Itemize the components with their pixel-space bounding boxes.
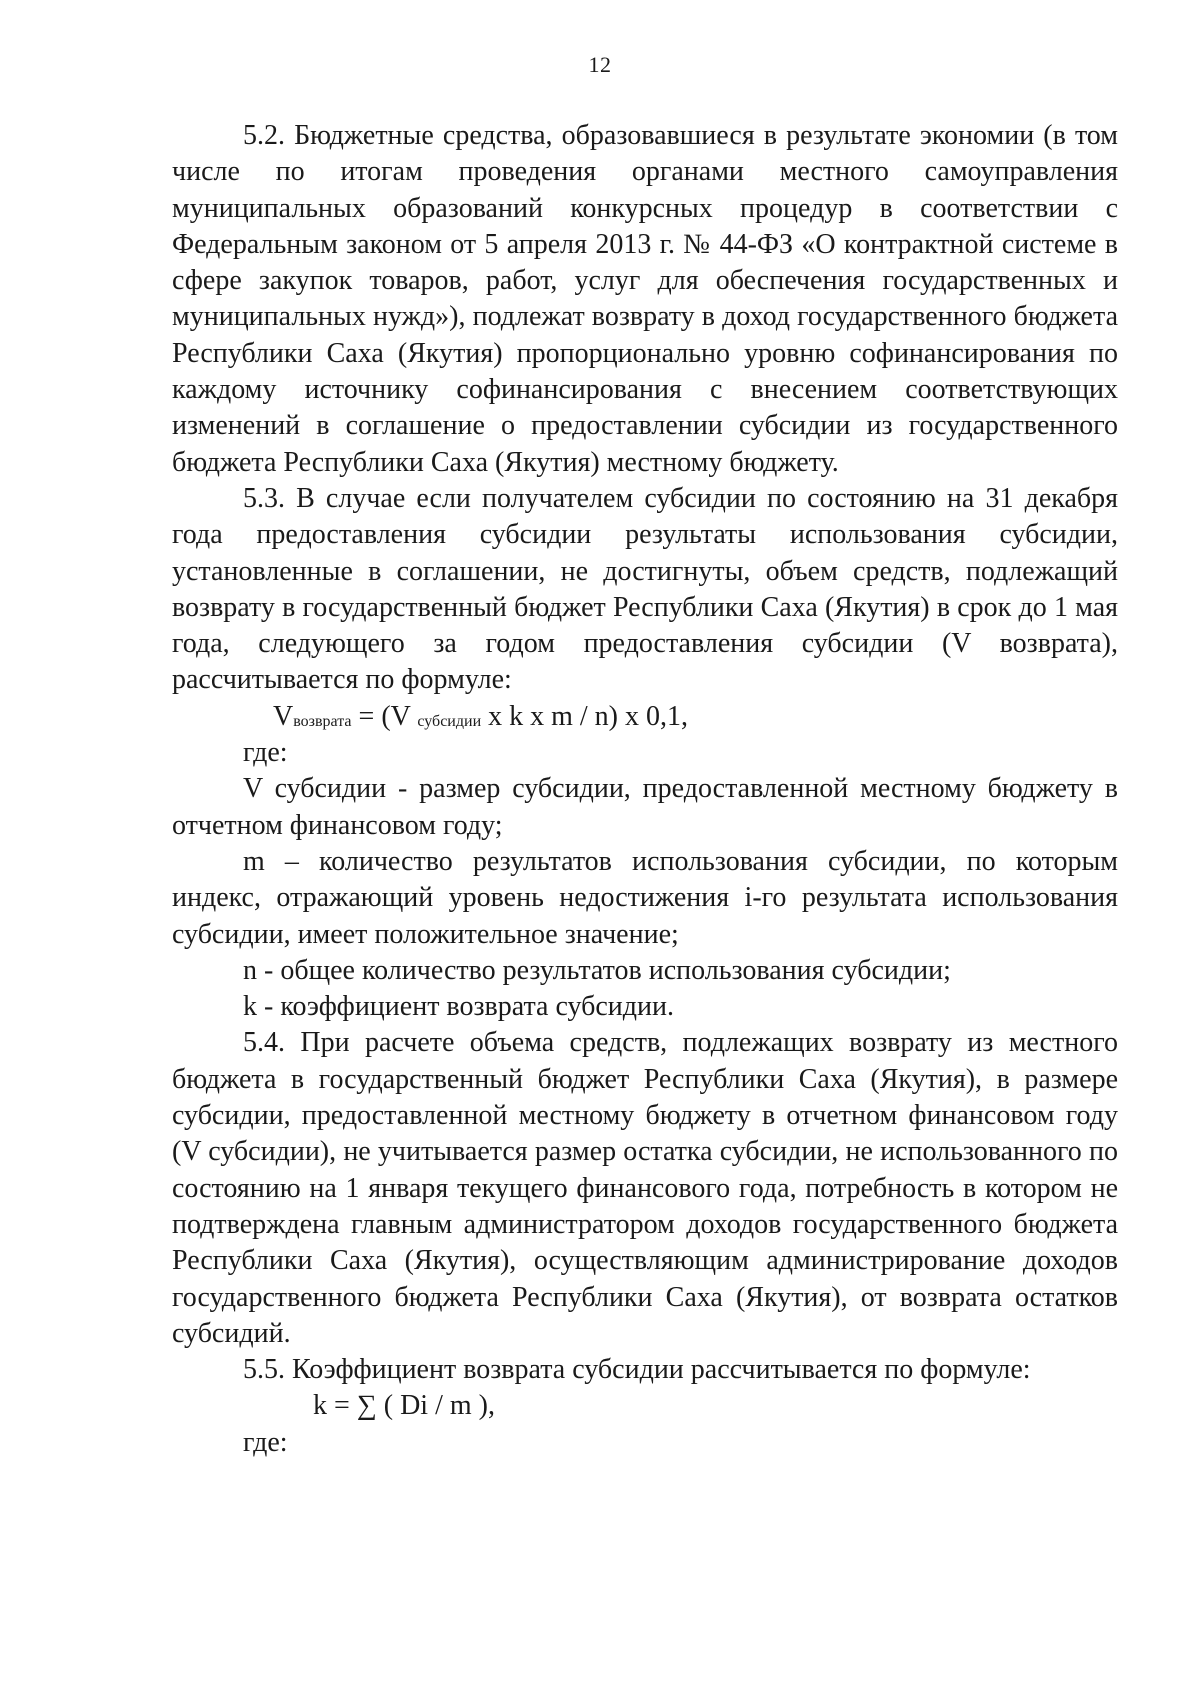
formula-v-return bbox=[172, 699, 1118, 735]
page-number: 12 bbox=[588, 52, 612, 77]
paragraph-5-2: 5.2. Бюджетные средства, образовавшиеся в результате экономии (в том числе по итогам проведения органами местного самоуправления муниципальных образований конкурсных процедур в соответствии с Федеральным законом от 5 апреля 2013 г. № 44-ФЗ «О контрактной системе в сфере закупок товаров, работ, услуг для обеспечения государственных и муниципальных нужд»), подлежат возврату в доход государственного бюджета Республики Саха (Якутия) пропорционально уровню софинансирования по каждому источнику софинансирования с внесением соответствующих изменений в соглашение о предоставлении субсидии из государственного бюджета Республики Саха (Якутия) местному бюджету. bbox=[172, 120, 1118, 478]
definition-v-subsidy: V субсидии - размер субсидии, предоставленной местному бюджету в отчетном финансовом году; bbox=[172, 773, 1118, 841]
where-label-1: где: bbox=[243, 737, 288, 769]
paragraph-5-5: 5.5. Коэффициент возврата субсидии рассчитывается по формуле: bbox=[243, 1354, 1031, 1386]
definition-n: n - общее количество результатов использования субсидии; bbox=[243, 954, 951, 986]
document-body bbox=[172, 118, 1118, 1461]
formula-v-middle: = (V bbox=[351, 700, 418, 732]
paragraph-5-3: 5.3. В случае если получателем субсидии по состоянию на 31 декабря года предоставления субсидии результаты использования субсидии, установленные в соглашении, не достигнуты, объем средств, подлежащий возврату в государственный бюджет Республики Саха (Якутия) в срок до 1 мая года, следующего за годом предоставления субсидии (V возврата), рассчитывается по формуле: bbox=[172, 482, 1118, 696]
formula-v-subscript-return: возврата bbox=[293, 712, 352, 730]
formula-v-subscript-subsidy: субсидии bbox=[417, 712, 482, 730]
definition-m: m – количество результатов использования субсидии, по которым индекс, отражающий уровень недостижения i-го результата использования субсидии, имеет положительное значение; bbox=[172, 845, 1118, 950]
formula-k-coefficient: k = ∑ ( Di / m ), bbox=[313, 1390, 495, 1422]
where-label-2: где: bbox=[243, 1426, 288, 1458]
formula-v-rest: x k x m / n) x 0,1, bbox=[481, 700, 689, 732]
definition-k: k - коэффициент возврата субсидии. bbox=[243, 991, 675, 1023]
formula-v-symbol: V bbox=[273, 700, 294, 732]
paragraph-5-4: 5.4. При расчете объема средств, подлежащих возврату из местного бюджета в государственный бюджет Республики Саха (Якутия), в размере субсидии, предоставленной местному бюджету в отчетном финансовом году (V субсидии), не учитывается размер остатка субсидии, не использованного по состоянию на 1 января текущего финансового года, потребность в котором не подтверждена главным администратором доходов государственного бюджета Республики Саха (Якутия), осуществляющим администрирование доходов государственного бюджета Республики Саха (Якутия), от возврата остатков субсидий. bbox=[172, 1027, 1118, 1349]
